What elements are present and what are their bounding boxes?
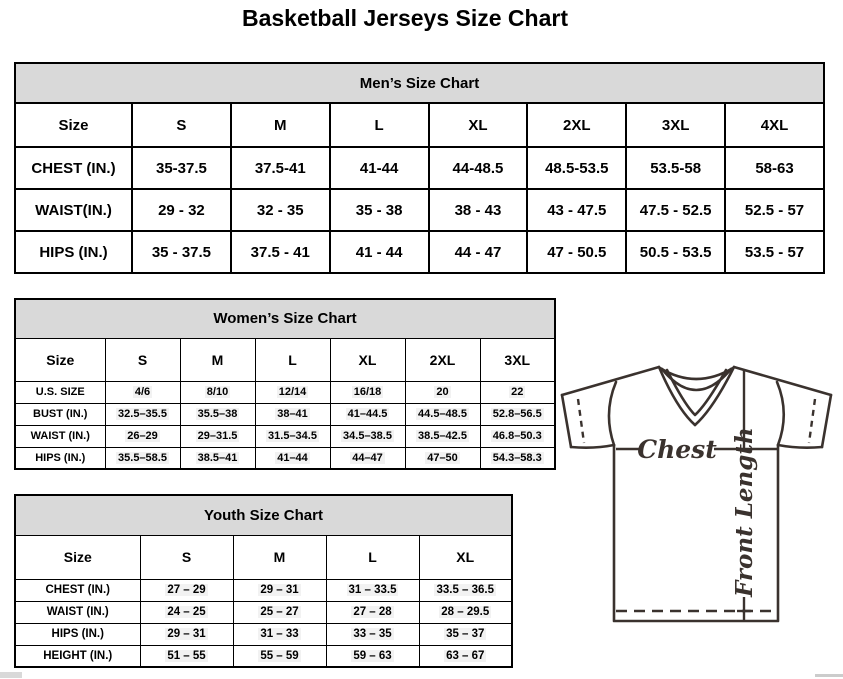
column-header: L xyxy=(326,535,419,579)
cell xyxy=(105,381,180,403)
row-label: HIPS (IN.) xyxy=(15,447,105,469)
cell xyxy=(480,447,555,469)
column-header: 3XL xyxy=(480,338,555,381)
mens-size-chart-table xyxy=(14,62,825,274)
cell: 44 - 47 xyxy=(429,231,528,273)
cell: 32 - 35 xyxy=(231,189,330,231)
jersey-left-cuff-edge xyxy=(562,395,571,447)
cell-value: 38.5–42.5 xyxy=(418,430,467,442)
cell-value: 8/10 xyxy=(206,386,229,398)
cell-value: 34.5–38.5 xyxy=(343,430,392,442)
cell-value: 31.5–34.5 xyxy=(268,430,317,442)
jersey-right-cuff-stitch-dashed xyxy=(809,399,815,443)
table-row xyxy=(15,147,824,189)
cell xyxy=(405,425,480,447)
jersey-right-armhole-seam xyxy=(777,382,784,445)
cell: 35 - 37.5 xyxy=(132,231,231,273)
column-header: Size xyxy=(15,338,105,381)
cell-value: 26–29 xyxy=(127,430,158,442)
column-header: S xyxy=(105,338,180,381)
cell: 37.5-41 xyxy=(231,147,330,189)
table-row xyxy=(15,645,512,667)
cell: 50.5 - 53.5 xyxy=(626,231,725,273)
cell: 41-44 xyxy=(330,147,429,189)
jersey-right-underarm-edge xyxy=(778,445,822,448)
table-row xyxy=(15,338,555,381)
cell-value: 4/6 xyxy=(134,386,151,398)
column-header: XL xyxy=(419,535,512,579)
column-header: L xyxy=(255,338,330,381)
jersey-right-shoulder-line xyxy=(734,367,831,395)
jersey-measurement-diagram xyxy=(556,357,840,629)
cell-value: 47–50 xyxy=(427,451,458,464)
cell xyxy=(140,579,233,601)
jersey-left-cuff-stitch-dashed xyxy=(578,399,584,443)
cell xyxy=(326,579,419,601)
cell-value: 33.5 – 36.5 xyxy=(436,584,495,596)
table-row xyxy=(15,63,824,103)
cell: 48.5-53.5 xyxy=(527,147,626,189)
page-title: Basketball Jerseys Size Chart xyxy=(241,5,568,31)
cell xyxy=(255,447,330,469)
row-label: WAIST (IN.) xyxy=(15,425,105,447)
cell xyxy=(330,403,405,425)
row-label: WAIST(IN.) xyxy=(15,189,132,231)
table-row xyxy=(15,425,555,447)
table-row xyxy=(15,403,555,425)
cell-value: 29 – 31 xyxy=(167,628,206,640)
table-row xyxy=(15,601,512,623)
column-header: 2XL xyxy=(527,103,626,147)
table-row xyxy=(15,535,512,579)
table-row xyxy=(15,495,512,535)
column-header: 2XL xyxy=(405,338,480,381)
column-header: 3XL xyxy=(626,103,725,147)
cell: 47 - 50.5 xyxy=(527,231,626,273)
cell: 58-63 xyxy=(725,147,824,189)
cell: 35 - 38 xyxy=(330,189,429,231)
cell: 43 - 47.5 xyxy=(527,189,626,231)
row-label: BUST (IN.) xyxy=(15,403,105,425)
cell xyxy=(140,623,233,645)
cell xyxy=(480,381,555,403)
cell: 44-48.5 xyxy=(429,147,528,189)
column-header: S xyxy=(132,103,231,147)
cell xyxy=(180,381,255,403)
jersey-right-cuff-edge xyxy=(822,395,831,447)
cell: 53.5 - 57 xyxy=(725,231,824,273)
selection-handle-artifact xyxy=(815,674,843,677)
cell xyxy=(233,623,326,645)
cell: 52.5 - 57 xyxy=(725,189,824,231)
row-label: CHEST (IN.) xyxy=(15,579,140,601)
cell xyxy=(419,645,512,667)
cell xyxy=(330,381,405,403)
cell-value: 38–41 xyxy=(277,408,308,420)
table-row xyxy=(15,623,512,645)
cell-value: 31 – 33 xyxy=(260,628,299,640)
cell-value: 52.8–56.5 xyxy=(492,408,542,420)
cell: 37.5 - 41 xyxy=(231,231,330,273)
table-row xyxy=(15,447,555,469)
cell-value: 27 – 28 xyxy=(353,606,392,618)
jersey-left-armhole-seam xyxy=(609,382,616,445)
selection-handle-artifact xyxy=(0,672,22,678)
cell-value: 44.5–48.5 xyxy=(418,408,467,420)
cell xyxy=(480,403,555,425)
cell xyxy=(405,381,480,403)
cell-value: 35 – 37 xyxy=(446,628,485,640)
column-header: M xyxy=(180,338,255,381)
cell-value: 44–47 xyxy=(352,451,383,464)
cell-value: 27 – 29 xyxy=(167,584,206,596)
cell-value: 28 – 29.5 xyxy=(441,606,490,618)
cell-value: 20 xyxy=(436,386,449,398)
cell: 47.5 - 52.5 xyxy=(626,189,725,231)
cell xyxy=(419,623,512,645)
cell xyxy=(233,645,326,667)
womens-table-caption: Women’s Size Chart xyxy=(15,299,555,338)
row-label: WAIST (IN.) xyxy=(15,601,140,623)
cell-value: 22 xyxy=(511,386,524,398)
cell xyxy=(180,403,255,425)
cell xyxy=(180,425,255,447)
cell-value: 59 – 63 xyxy=(353,649,392,662)
cell-value: 38.5–41 xyxy=(197,451,238,464)
cell-value: 41–44.5 xyxy=(347,408,388,420)
cell-value: 51 – 55 xyxy=(167,649,206,662)
cell-value: 54.3–58.3 xyxy=(492,451,542,464)
cell xyxy=(105,447,180,469)
column-header: L xyxy=(330,103,429,147)
row-label: HIPS (IN.) xyxy=(15,623,140,645)
chest-label: Chest xyxy=(637,435,717,464)
cell: 53.5-58 xyxy=(626,147,725,189)
row-label: HIPS (IN.) xyxy=(15,231,132,273)
table-row xyxy=(15,103,824,147)
table-row xyxy=(15,381,555,403)
cell-value: 35.5–58.5 xyxy=(118,451,167,464)
column-header: M xyxy=(231,103,330,147)
jersey-left-shoulder-line xyxy=(562,367,659,395)
cell-value: 29 – 31 xyxy=(260,584,299,596)
column-header: XL xyxy=(429,103,528,147)
cell-value: 63 – 67 xyxy=(446,649,485,662)
mens-table-caption: Men’s Size Chart xyxy=(15,63,824,103)
cell xyxy=(255,403,330,425)
column-header: Size xyxy=(15,535,140,579)
table-row xyxy=(15,579,512,601)
cell-value: 12/14 xyxy=(278,386,307,398)
cell: 41 - 44 xyxy=(330,231,429,273)
cell-value: 41–44 xyxy=(277,451,308,464)
cell xyxy=(233,601,326,623)
row-label: CHEST (IN.) xyxy=(15,147,132,189)
jersey-diagram-svg xyxy=(556,357,840,629)
table-row xyxy=(15,189,824,231)
front-length-label: Front Length xyxy=(731,427,758,597)
cell xyxy=(405,403,480,425)
column-header: Size xyxy=(15,103,132,147)
column-header: M xyxy=(233,535,326,579)
cell-value: 46.8–50.3 xyxy=(492,430,542,442)
cell-value: 32.5–35.5 xyxy=(118,408,167,420)
cell xyxy=(419,601,512,623)
youth-table-caption: Youth Size Chart xyxy=(15,495,512,535)
cell xyxy=(255,381,330,403)
cell-value: 16/18 xyxy=(353,386,382,398)
cell xyxy=(330,425,405,447)
cell-value: 25 – 27 xyxy=(260,606,299,618)
youth-size-chart-table xyxy=(14,494,513,668)
column-header: XL xyxy=(330,338,405,381)
table-row xyxy=(15,299,555,338)
cell xyxy=(405,447,480,469)
cell xyxy=(480,425,555,447)
jersey-left-underarm-edge xyxy=(571,445,614,448)
row-label: U.S. SIZE xyxy=(15,381,105,403)
cell-value: 55 – 59 xyxy=(260,649,299,662)
cell: 29 - 32 xyxy=(132,189,231,231)
cell xyxy=(326,645,419,667)
row-label: HEIGHT (IN.) xyxy=(15,645,140,667)
cell xyxy=(105,425,180,447)
cell-value: 33 – 35 xyxy=(353,628,392,640)
cell-value: 24 – 25 xyxy=(167,606,206,618)
cell xyxy=(140,601,233,623)
cell xyxy=(330,447,405,469)
cell xyxy=(140,645,233,667)
cell-value: 35.5–38 xyxy=(197,408,238,420)
cell-value: 31 – 33.5 xyxy=(348,584,397,596)
table-row xyxy=(15,231,824,273)
cell xyxy=(233,579,326,601)
column-header: S xyxy=(140,535,233,579)
cell: 38 - 43 xyxy=(429,189,528,231)
cell xyxy=(326,601,419,623)
cell xyxy=(326,623,419,645)
cell xyxy=(419,579,512,601)
cell xyxy=(105,403,180,425)
column-header: 4XL xyxy=(725,103,824,147)
cell xyxy=(180,447,255,469)
cell: 35-37.5 xyxy=(132,147,231,189)
cell-value: 29–31.5 xyxy=(197,430,238,442)
cell xyxy=(255,425,330,447)
womens-size-chart-table xyxy=(14,298,556,470)
